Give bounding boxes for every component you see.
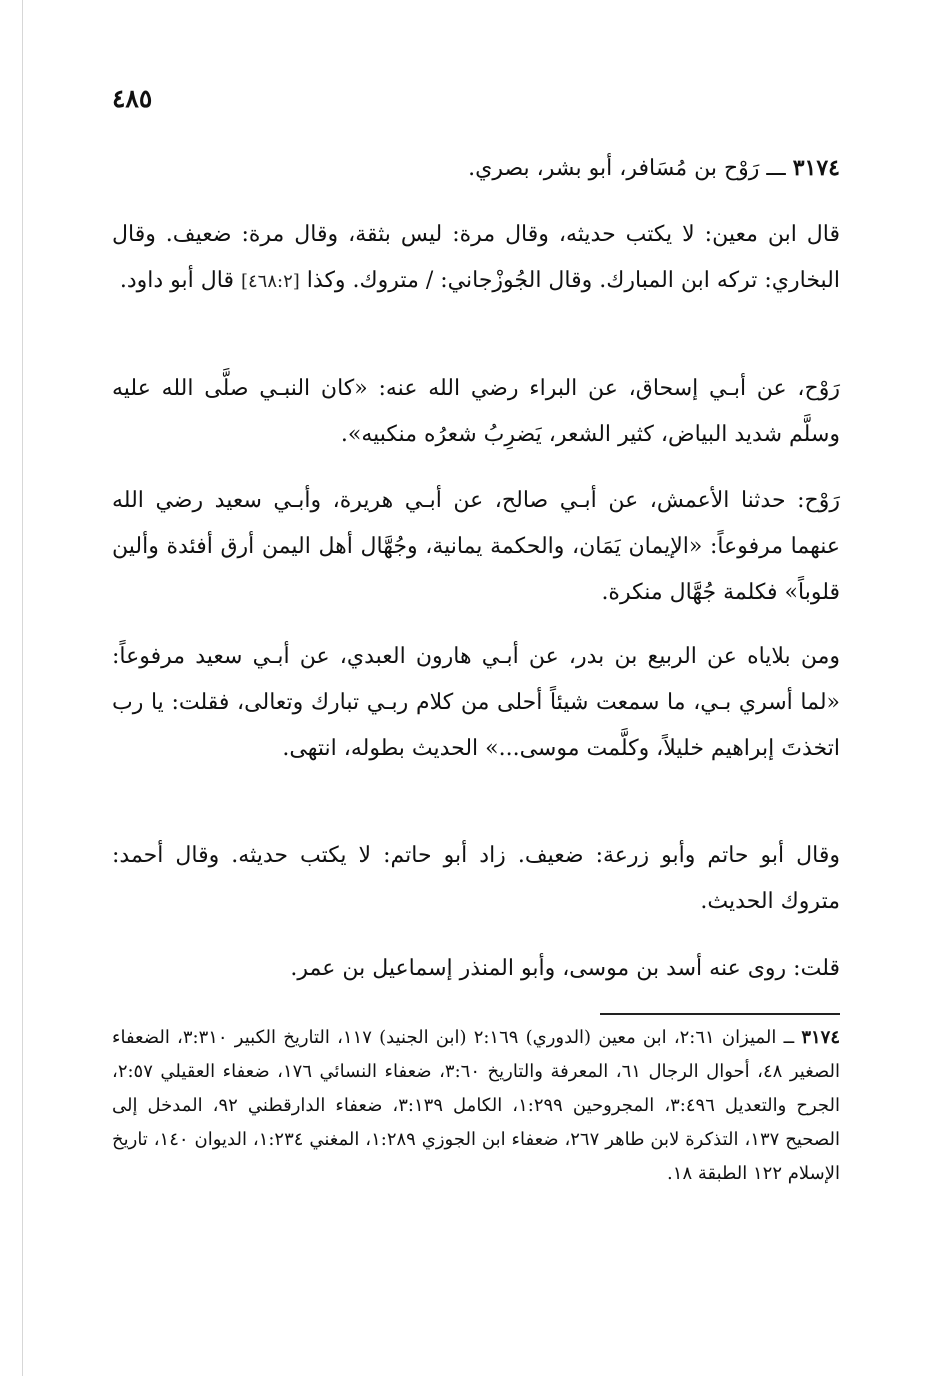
footnote [112,1021,840,1191]
paragraph-6: قلت: روى عنه أسد بن موسى، وأبو المنذر إسماعيل بن عمر. [290,956,840,981]
footnote-separator [600,1013,840,1015]
entry-title: ـــ رَوْح بن مُسَافر، أبو بشر، بصري. [468,156,786,181]
page-edge-line [22,0,23,1376]
entry-number: ٣١٧٤ [792,155,840,181]
paragraph-5: وقال أبو حاتم وأبو زرعة: ضعيف. زاد أبو حاتم: لا يكتب حديثه. وقال أحمد: متروك الحديث. [112,843,840,914]
volume-page-marker: [٤٦٨:٢] [240,271,300,292]
paragraph-4: ومن بلاياه عن الربيع بن بدر، عن أبـي هارون العبدي، عن أبـي سعيد مرفوعاً: «لما أسري بـي، ما سمعت شيئاً أحلى من كلام ربـي تبارك وتعالى، فقلت: يا رب اتخذتَ إبراهيم خليلاً، وكلَّمت موسى...» الحديث بطوله، انتهى. [112,644,840,761]
paragraph-1 [112,212,886,305]
footnote-text: ــ الميزان ٢:٦١، ابن معين (الدوري) ٢:١٦٩ (ابن الجنيد) ١١٧، التاريخ الكبير ٣:٣١٠، الضعفاء الصغير ٤٨، أحوال الرجال ٦١، المعرفة والتاريخ ٣:٦٠، ضعفاء النسائي ١٧٦، ضعفاء العقيلي ٢:٥٧، الجرح والتعديل ٣:٤٩٦، المجروحين ١:٢٩٩، الكامل ٣:١٣٩، ضعفاء الدارقطني ٩٢، المدخل إلى الصحيح ١٣٧، التذكرة لابن طاهر ٢٦٧، ضعفاء ابن الجوزي ١:٢٨٩، المغني ١:٢٣٤، الديوان ١٤٠، تاريخ الإسلام ١٢٢ الطبقة ١٨. [112,1027,841,1184]
paragraph-1-text: قال ابن معين: لا يكتب حديثه، وقال مرة: ليس بثقة، وقال مرة: ضعيف. وقال البخاري: تركه ابن المبارك. وقال الجُوزْجاني: / متروك. وكذا [112,222,840,293]
page-number: ٤٨٥ [112,84,153,113]
footnote-number: ٣١٧٤ [801,1027,840,1048]
paragraph-1-text-after: قال أبو داود. [119,268,234,293]
paragraph-3: رَوْح: حدثنا الأعمش، عن أبـي صالح، عن أبـي هريرة، وأبـي سعيد رضي الله عنهما مرفوعاً: «الإيمان يَمَان، والحكمة يمانية، وجُهَّال أهل اليمن أرق أفئدة وألين قلوباً» فكلمة جُهَّال منكرة. [112,488,840,605]
entry-heading [112,145,886,192]
paragraph-2: رَوْح، عن أبـي إسحاق، عن البراء رضي الله عنه: «كان النبـي صلَّى الله عليه وسلَّم شديد البياض، كثير الشعر، يَضرِبُ شعرُه منكبيه». [112,376,840,447]
